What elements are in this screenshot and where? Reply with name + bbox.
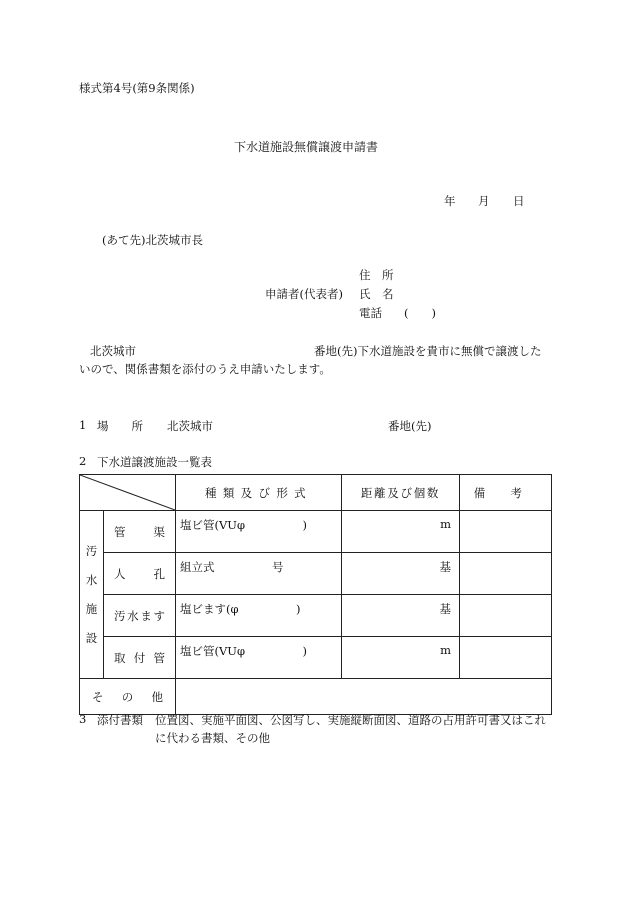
row-remarks — [460, 511, 552, 553]
address-label: 住 所 — [359, 268, 394, 282]
row-category: 取付管 — [104, 637, 176, 679]
row-unit: m — [342, 637, 460, 679]
row-type: 塩ビ管(VUφ ) — [176, 637, 342, 679]
sewage-facility-group-label: 汚 水 施 設 — [80, 511, 104, 679]
date-year-label: 年 — [444, 194, 456, 208]
row-category: 汚水ます — [104, 595, 176, 637]
other-label: その他 — [80, 679, 176, 715]
item2-label: 下水道譲渡施設一覧表 — [97, 455, 212, 469]
body-line1: 番地(先)下水道施設を貴市に無償で譲渡した — [314, 344, 542, 358]
table-header-row — [80, 475, 552, 511]
phone-label: 電話 — [359, 306, 382, 320]
row-unit: m — [342, 511, 460, 553]
phone-parens: ( ) — [404, 306, 436, 320]
item3-number: 3 — [79, 712, 87, 726]
header-type: 種類及び形式 — [176, 475, 342, 511]
date-month-label: 月 — [478, 194, 490, 208]
document-title: 下水道施設無償譲渡申請書 — [234, 140, 379, 154]
row-type: 塩ビ管(VUφ ) — [176, 511, 342, 553]
facility-table — [79, 474, 552, 715]
date-day-label: 日 — [513, 194, 525, 208]
row-category: 管渠 — [104, 511, 176, 553]
item3-line1: 位置図、実施平面図、公図写し、実施縦断面図、道路の占用許可書又はこれ — [155, 713, 546, 727]
item2-number: 2 — [79, 454, 87, 468]
table-row — [80, 595, 552, 637]
row-remarks — [460, 595, 552, 637]
item1-number: 1 — [79, 418, 87, 432]
body-line2: いので、関係書類を添付のうえ申請いたします。 — [79, 362, 331, 376]
body-city: 北茨城市 — [90, 344, 136, 358]
item1-suffix: 番地(先) — [388, 419, 432, 433]
addressee: (あて先)北茨城市長 — [102, 233, 203, 247]
table-row — [80, 553, 552, 595]
applicant-label: 申請者(代表者) — [265, 287, 343, 301]
table-row-other — [80, 679, 552, 715]
other-content — [176, 679, 552, 715]
row-type: 塩ビます(φ ) — [176, 595, 342, 637]
table-row — [80, 511, 552, 553]
row-remarks — [460, 553, 552, 595]
row-unit: 基 — [342, 553, 460, 595]
name-label: 氏 名 — [359, 287, 394, 301]
form-number: 様式第4号(第9条関係) — [79, 81, 195, 95]
row-category: 人孔 — [104, 553, 176, 595]
item1-city: 北茨城市 — [167, 419, 213, 433]
header-remarks: 備考 — [460, 475, 552, 511]
header-length: 距離及び個数 — [342, 475, 460, 511]
item3-label: 添付書類 — [97, 713, 143, 727]
row-remarks — [460, 637, 552, 679]
header-diagonal-cell — [80, 475, 176, 511]
item3-line2: に代わる書類、その他 — [155, 731, 270, 745]
row-type: 組立式 号 — [176, 553, 342, 595]
item1-label: 場 所 — [97, 419, 143, 433]
table-row — [80, 637, 552, 679]
row-unit: 基 — [342, 595, 460, 637]
